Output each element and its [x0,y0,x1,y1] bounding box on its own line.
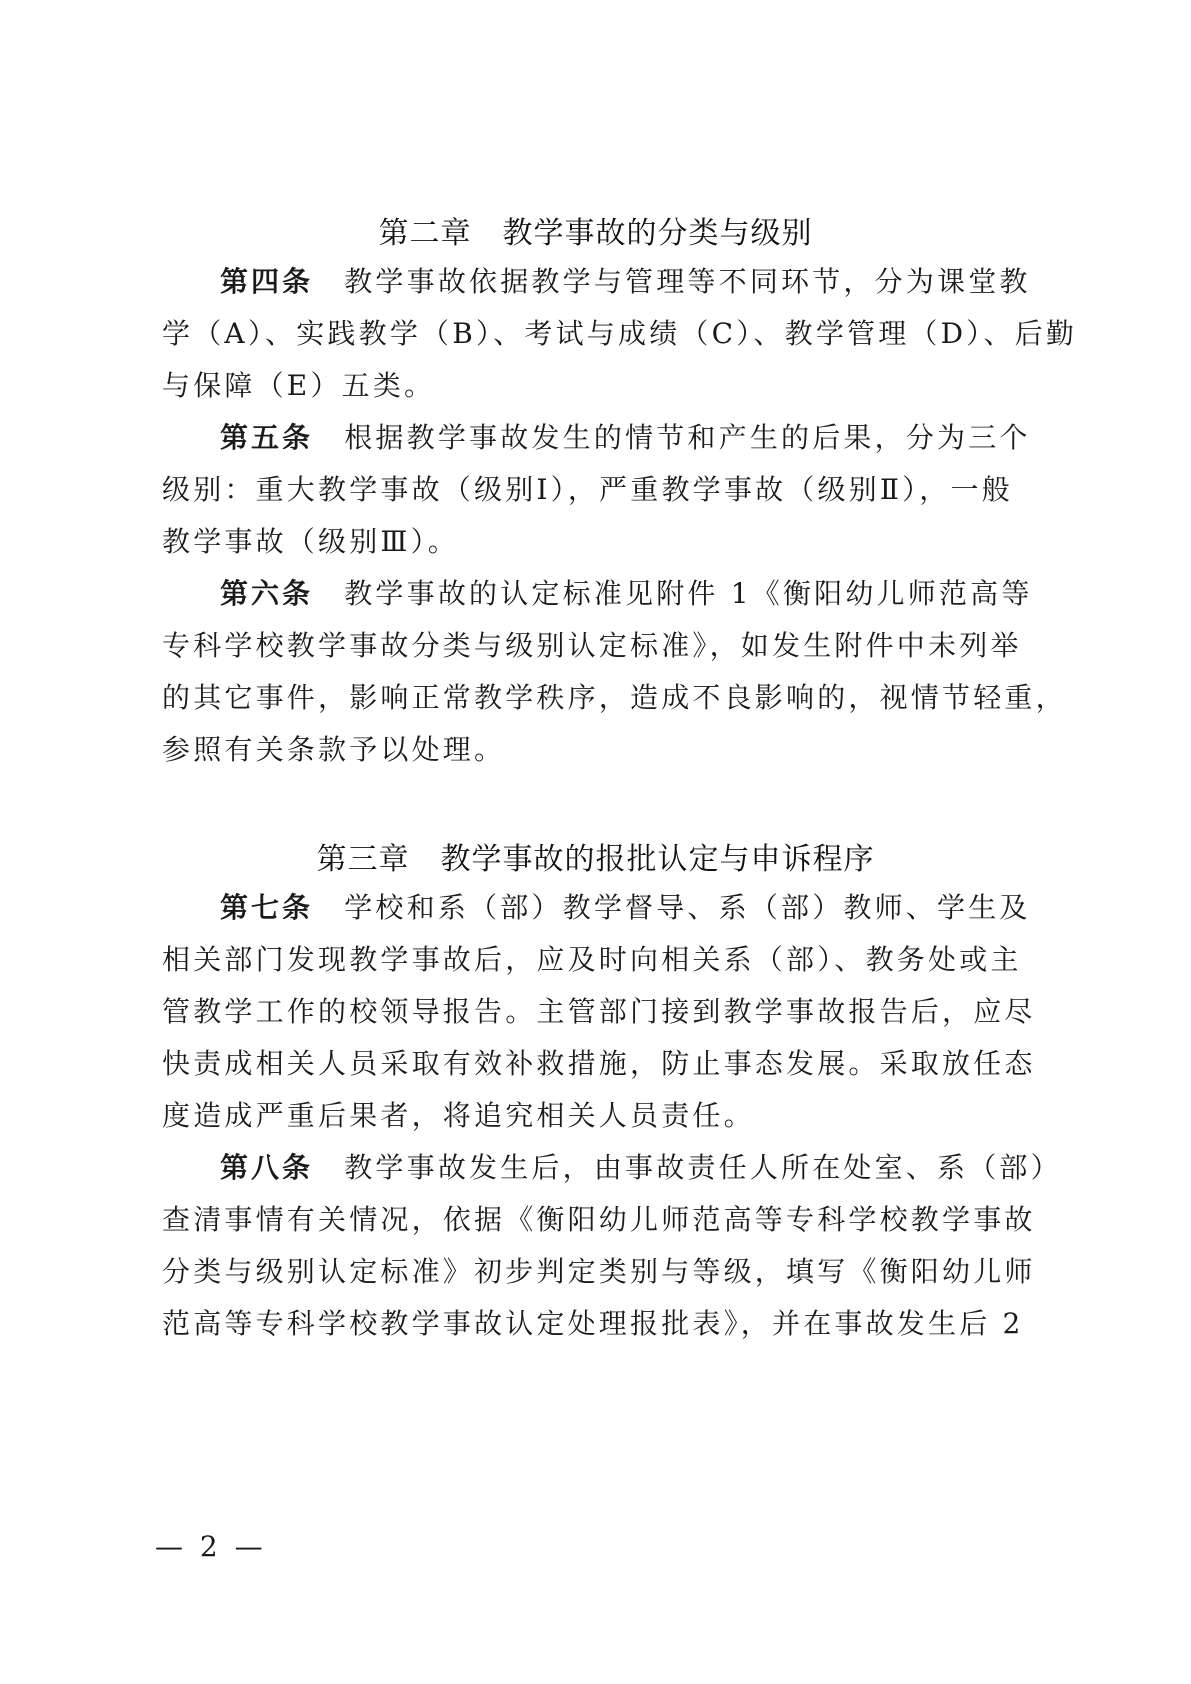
chapter-2-title: 第二章 教学事故的分类与级别 [378,216,813,251]
article-4-line-2: 学（A）、实践教学（B）、考试与成绩（C）、教学管理（D）、后勤 [162,317,1078,350]
article-8-text-1: 教学事故发生后，由事故责任人所在处室、系（部） [313,1151,1062,1184]
article-7-line-5: 度造成严重后果者，将追究相关人员责任。 [162,1099,755,1132]
article-6-line-4: 参照有关条款予以处理。 [162,733,506,766]
article-6-line-2: 专科学校教学事故分类与级别认定标准》，如发生附件中未列举 [162,629,1022,662]
article-4-line-3: 与保障（E）五类。 [162,369,436,402]
article-8-label: 第八条 [220,1151,314,1184]
article-5-text-1: 根据教学事故发生的情节和产生的后果，分为三个 [313,421,1031,454]
article-7-label: 第七条 [220,891,314,924]
article-6-label: 第六条 [220,577,314,610]
article-7-line-1 [220,888,1042,928]
article-7-line-3: 管教学工作的校领导报告。主管部门接到教学事故报告后，应尽 [162,995,1036,1028]
article-6-line-3: 的其它事件，影响正常教学秩序，造成不良影响的，视情节轻重， [162,681,1067,714]
article-7-line-2: 相关部门发现教学事故后，应及时向相关系（部）、教务处或主 [162,943,1022,976]
article-5-line-2: 级别：重大教学事故（级别Ⅰ），严重教学事故（级别Ⅱ），一般 [162,473,1013,506]
article-4-text-1: 教学事故依据教学与管理等不同环节，分为课堂教 [313,265,1031,298]
article-4-line-1 [220,262,1042,302]
article-7-text-1: 学校和系（部）教学督导、系（部）教师、学生及 [313,891,1031,924]
page-number: — 2 — [155,1530,267,1563]
article-5-line-3: 教学事故（级别Ⅲ）。 [162,525,460,558]
article-5-line-1 [220,418,1042,458]
article-8-line-1 [220,1148,1062,1188]
article-7-line-4: 快责成相关人员采取有效补救措施，防止事态发展。采取放任态 [162,1047,1036,1080]
article-4-label: 第四条 [220,265,314,298]
chapter-3-title: 第三章 教学事故的报批认定与申诉程序 [316,842,875,877]
article-6-text-1: 教学事故的认定标准见附件 1《衡阳幼儿师范高等 [313,577,1033,610]
article-6-line-1 [220,574,1042,614]
article-8-line-3: 分类与级别认定标准》初步判定类别与等级，填写《衡阳幼儿师 [162,1255,1036,1288]
article-8-line-2: 查清事情有关情况，依据《衡阳幼儿师范高等专科学校教学事故 [162,1203,1036,1236]
article-5-label: 第五条 [220,421,314,454]
article-8-line-4: 范高等专科学校教学事故认定处理报批表》，并在事故发生后 2 [162,1307,1024,1340]
